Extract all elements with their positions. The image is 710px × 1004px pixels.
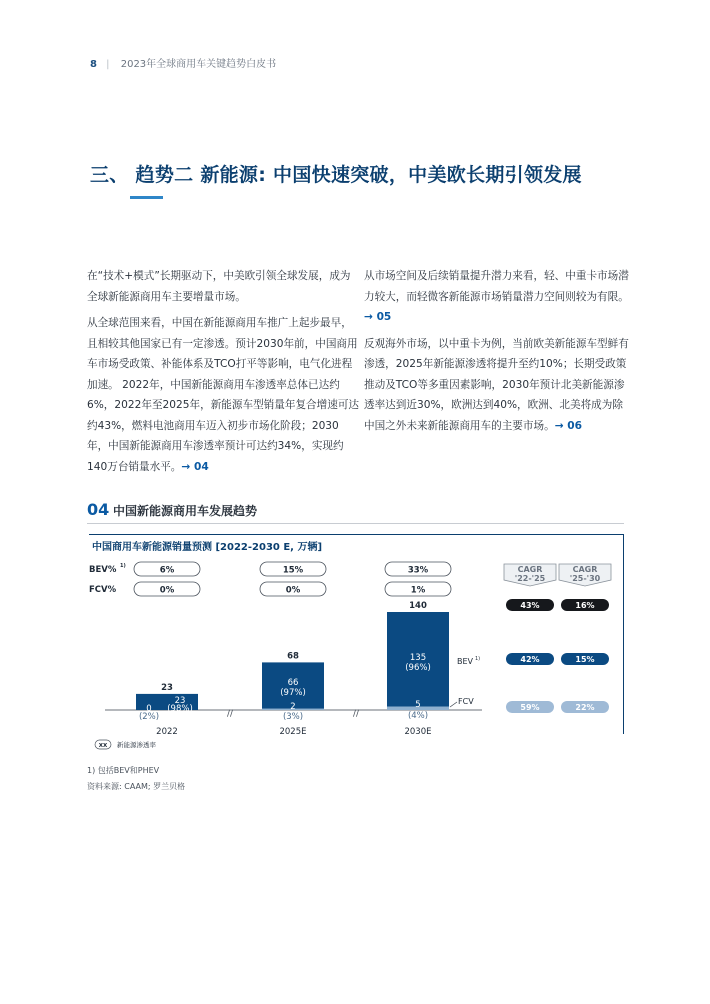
- total-label-2022: 23: [161, 682, 173, 693]
- bev-share-2022: (98%): [167, 704, 193, 714]
- title-underline: [130, 196, 163, 199]
- figure-title: 中国新能源商用车发展趋势: [113, 504, 258, 518]
- left-paragraph-2: 从全球范围来看，中国在新能源商用车推广上起步最早，且相较其他国家已有一定渗透。预计2030年前，中国商用车市场受政策、补能体系及TCO打平等影响，电气化进程加速。 2022年，中国新能源商用车渗透率总体已达约6%，2022年至2025年，新能源车型销量年复合增速可达约43%，燃料电池商用车迈入初步市场化阶段；2030年，中国新能源商用车渗透率预计可达约34%，实现约140万台销量水平。→ 04: [87, 317, 360, 473]
- bev-value-2022: 23: [174, 696, 186, 706]
- total-label-2025e: 68: [287, 651, 299, 662]
- bev-value-2025e: 66: [287, 678, 299, 688]
- bev-legend-label: BEV: [457, 657, 474, 666]
- source-note: 资料来源: CAAM; 罗兰贝格: [87, 782, 186, 791]
- cagr-2-header-line1: CAGR: [572, 565, 598, 574]
- key-text: 新能源渗透率: [117, 741, 156, 749]
- bev-penetration-value-2022: 6%: [159, 565, 175, 576]
- fcv-penetration-label: FCV%: [89, 585, 117, 595]
- fcv-share-2030e: (4%): [407, 711, 429, 721]
- ref-link-04[interactable]: → 04: [181, 460, 209, 473]
- right-paragraph-2: 反观海外市场，以中重卡为例，当前欧美新能源车型鲜有渗透，2025年新能源渗透将提升至约10%；长期受政策推动及TCO等多重因素影响，2030年预计北美新能源渗透率达到近30%，欧洲达到40%，欧洲、北美将成为除中国之外未来新能源商用车的主要市场。→ 06: [364, 337, 629, 432]
- bev-penetration-value-2025e: 15%: [282, 565, 304, 576]
- left-text-column: [87, 266, 359, 483]
- document-title: 2023年全球商用车关键趋势白皮书: [120, 59, 277, 70]
- cagr-2-bev-value: 15%: [575, 655, 595, 664]
- bev-penetration-label: BEV%: [89, 565, 117, 575]
- fcv-share-2025e: (3%): [282, 712, 304, 722]
- cagr-2-header-line2: '25-'30: [569, 574, 601, 583]
- axis-break-1: //: [226, 709, 234, 719]
- bev-value-2030e: 135: [409, 653, 427, 663]
- category-label-2030e: 2030E: [404, 727, 432, 737]
- page-header: [90, 55, 276, 70]
- bev-penetration-value-2030e: 33%: [407, 565, 429, 576]
- fcv-value-2030e: 5: [415, 700, 421, 710]
- fcv-share-2022: (2%): [138, 712, 160, 722]
- fcv-value-2025e: 2: [290, 702, 296, 712]
- bev-legend-note: 1): [475, 656, 481, 662]
- figure-header: [87, 500, 624, 524]
- category-label-2025e: 2025E: [279, 727, 307, 737]
- right-text-column: [364, 266, 632, 442]
- cagr-1-fcv-value: 59%: [520, 703, 540, 712]
- fcv-value-2022: 0: [146, 704, 152, 714]
- cagr-2-fcv-value: 22%: [575, 703, 595, 712]
- right-paragraph-1: 从市场空间及后续销量提升潜力来看，轻、中重卡市场潜力较大，而轻微客新能源市场销量潜力空间则较为有限。→ 05: [364, 270, 629, 323]
- fcv-penetration-value-2030e: 1%: [410, 585, 426, 596]
- fcv-legend-label: FCV: [458, 697, 474, 706]
- total-label-2030e: 140: [409, 601, 427, 611]
- section-title: 三、 趋势二 新能源: 中国快速突破，中美欧长期引领发展: [90, 164, 582, 186]
- cagr-1-bev-value: 42%: [520, 655, 540, 664]
- left-paragraph-1: 在“技术+模式”长期驱动下，中美欧引领全球发展，成为全球新能源商用车主要增量市场。: [87, 270, 351, 303]
- chart-title: 中国商用车新能源销量预测 [2022-2030 E, 万辆]: [92, 542, 323, 553]
- key-pill-text: XX: [98, 743, 108, 749]
- sales-forecast-chart: [87, 556, 627, 756]
- axis-break-2: //: [352, 709, 360, 719]
- cagr-1-total-value: 43%: [520, 601, 540, 610]
- cagr-1-header-line1: CAGR: [517, 565, 543, 574]
- footnote-1: 1) 包括BEV和PHEV: [87, 766, 160, 775]
- category-label-2022: 2022: [156, 727, 178, 737]
- ref-link-05[interactable]: → 05: [364, 311, 392, 323]
- fcv-penetration-value-2022: 0%: [159, 585, 175, 596]
- bev-penetration-note: 1): [120, 563, 126, 569]
- ref-link-06[interactable]: → 06: [554, 419, 582, 432]
- figure-number: 04: [87, 500, 110, 519]
- fcv-penetration-value-2025e: 0%: [285, 585, 301, 596]
- page-number: 8: [90, 59, 97, 70]
- cagr-2-total-value: 16%: [575, 601, 595, 610]
- header-separator: |: [106, 59, 110, 70]
- cagr-1-header-line2: '22-'25: [514, 574, 546, 583]
- bev-share-2025e: (97%): [280, 688, 306, 698]
- fcv-legend-leader: [450, 702, 457, 707]
- bev-share-2030e: (96%): [405, 663, 431, 673]
